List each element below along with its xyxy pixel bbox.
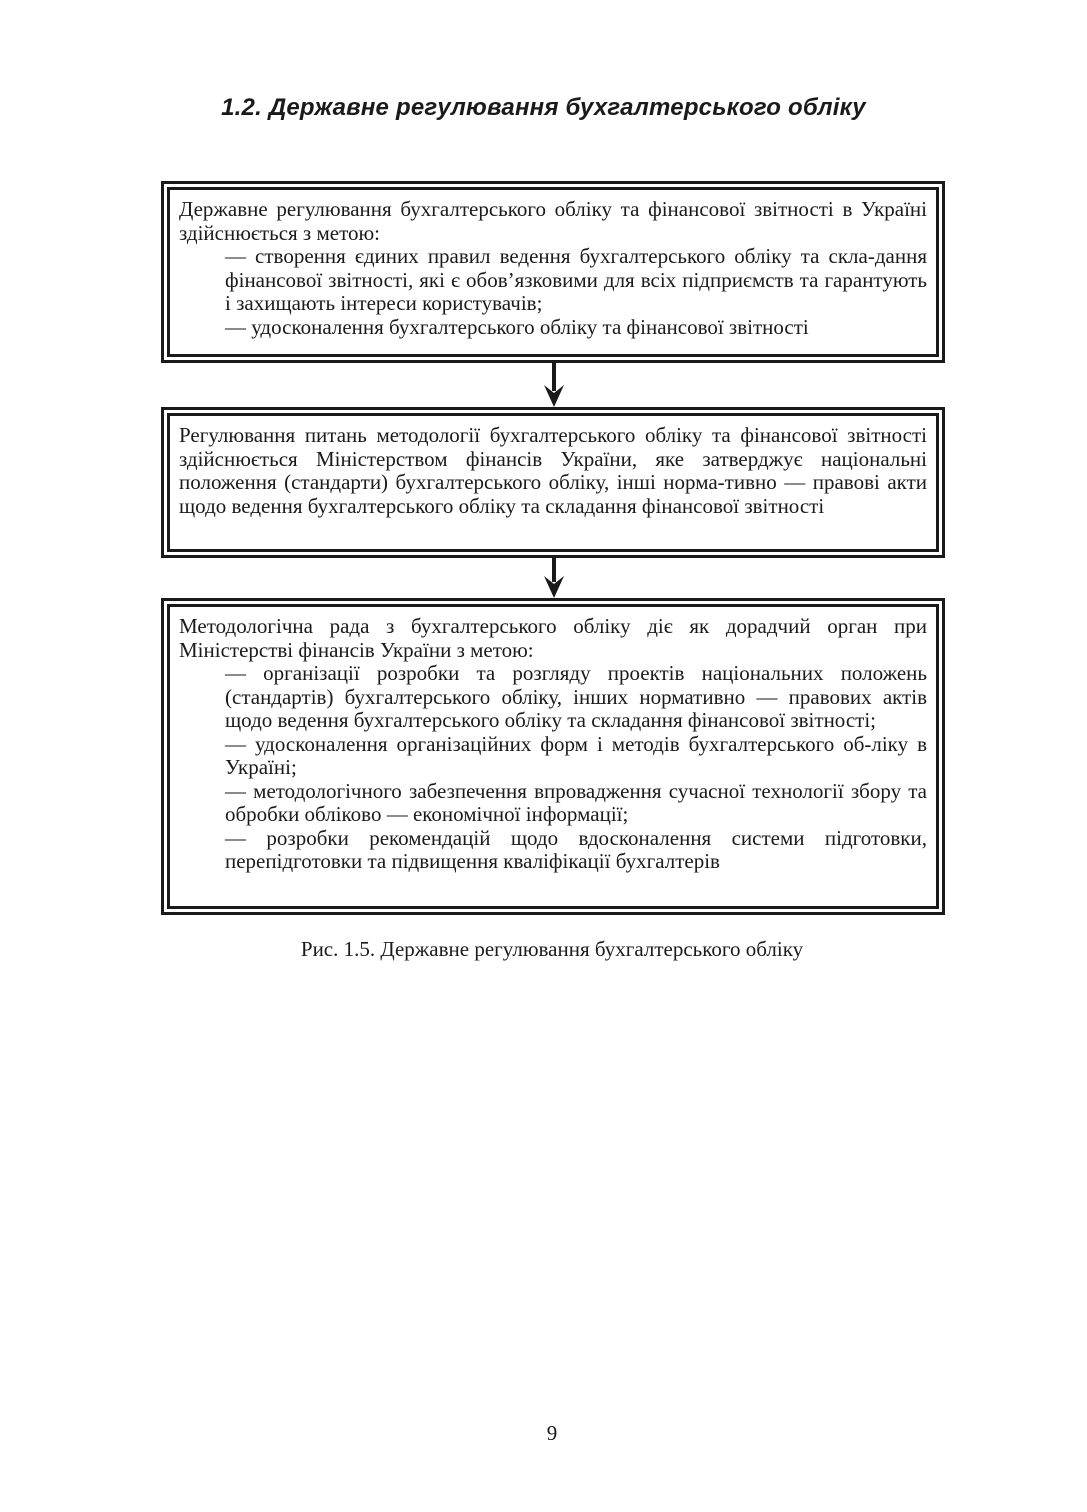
list-item: — розробки рекомендацій щодо вдосконалення системи підготовки, перепідготовки та підвищення кваліфікації бухгалтерів bbox=[225, 825, 927, 873]
diagram-box-state-regulation bbox=[161, 181, 945, 363]
down-arrow-icon bbox=[541, 558, 567, 598]
page-number: 9 bbox=[546, 1421, 558, 1445]
figure-caption: Рис. 1.5. Державне регулювання бухгалтерського обліку bbox=[300, 937, 804, 961]
list-item: — створення єдиних правил ведення бухгалтерського обліку та скла-дання фінансової звітності, які є обов’язковими для всіх підприємств та гарантують і захищають інтереси користувачів; bbox=[225, 244, 927, 315]
section-title: 1.2. Державне регулювання бухгалтерського обліку bbox=[221, 94, 866, 121]
diagram-box-methodological-council bbox=[161, 598, 945, 915]
list-item: — удосконалення організаційних форм і методів бухгалтерського об-ліку в Україні; bbox=[225, 731, 927, 779]
list-item: — організації розробки та розгляду проектів національних положень (стандартів) бухгалтерського обліку, інших нормативно — правових актів щодо ведення бухгалтерського обліку та складання фінансової звітності; bbox=[225, 661, 927, 732]
down-arrow-icon bbox=[541, 363, 567, 407]
box-intro: Державне регулювання бухгалтерського обліку та фінансової звітності в Україні здійснюється з метою: bbox=[179, 197, 927, 245]
box-intro: Методологічна рада з бухгалтерського обліку діє як дорадчий орган при Міністерстві фінансів України з метою: bbox=[179, 614, 927, 662]
diagram-box-ministry-of-finance bbox=[161, 407, 945, 558]
list-item: — удосконалення бухгалтерського обліку та фінансової звітності bbox=[225, 314, 809, 339]
box-intro: Регулювання питань методології бухгалтерського обліку та фінансової звітності здійснюється Міністерством фінансів України, яке затверджує національні положення (стандарти) бухгалтерського обліку, інші норма-тивно — правові акти щодо ведення бухгалтерського обліку та складання фінансової звітності bbox=[179, 423, 927, 518]
box-item-list bbox=[179, 662, 927, 874]
box-item-list bbox=[179, 245, 927, 339]
list-item: — методологічного забезпечення впровадження сучасної технології збору та обробки обліково — економічної інформації; bbox=[225, 778, 927, 826]
